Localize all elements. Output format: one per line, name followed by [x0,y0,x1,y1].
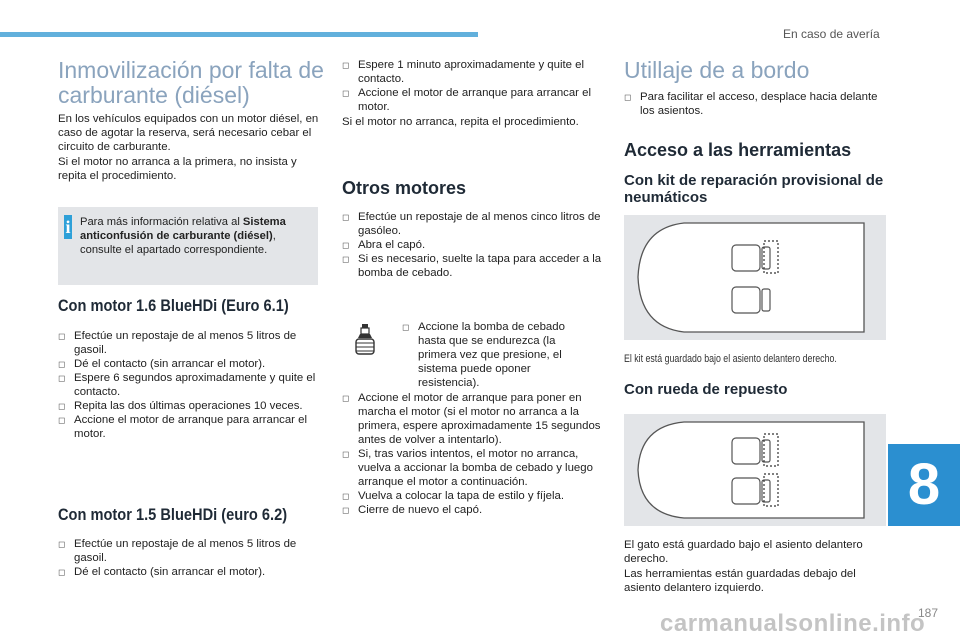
heading-spare-wheel: Con rueda de repuesto [624,381,788,398]
list-item: ◻ Espere 6 segundos aproximadamente y quite el contacto. [58,371,320,399]
info-suffix: , consulte el apartado correspondiente. [80,230,276,256]
chapter-tab [888,444,960,526]
steps-other-engines [342,210,604,280]
heading-engine-16: Con motor 1.6 BlueHDi (Euro 6.1) [58,296,289,315]
list-item: ◻ Dé el contacto (sin arrancar el motor). [58,357,320,371]
info-text [80,215,310,257]
tools-title: Utillaje de a bordo [624,57,810,83]
page-number: 187 [918,606,939,620]
list-item: ◻ Repita las dos últimas operaciones 10 veces. [58,399,320,413]
footer-watermark: carmanualsonline.info [660,610,926,637]
chapter-number: 8 [907,452,941,517]
list-item: ◻ Para facilitar el acceso, desplace hacia delante los asientos. [624,90,884,118]
steps-continued [342,58,604,114]
info-prefix: Para más información relativa al [80,216,243,228]
info-icon: i [65,217,71,237]
car-diagram-repair-kit [624,215,886,340]
page-title: Inmovilización por falta de carburante (diésel) [58,57,324,108]
caption-repair-kit: El kit está guardado bajo el asiento delantero derecho. [624,353,837,365]
list-item: ◻ Si, tras varios intentos, el motor no arranca, vuelva a accionar la bomba de cebado y luego arranque el motor a continuación. [342,447,604,489]
step-priming-pump [402,320,590,390]
caption-spare-wheel-2: Las herramientas están guardadas debajo del asiento delantero izquierdo. [624,568,856,594]
step-access [624,90,884,118]
list-item: ◻ Efectúe un repostaje de al menos 5 litros de gasoil. [58,537,320,565]
list-item: ◻ Dé el contacto (sin arrancar el motor). [58,565,320,579]
intro-text-2: Si el motor no arranca a la primera, no insista y repita el procedimiento. [58,156,297,182]
list-item: ◻ Accione el motor de arranque para arrancar el motor. [342,86,604,114]
repeat-text: Si el motor no arranca, repita el procedimiento. [342,116,579,128]
priming-pump-icon [350,324,380,358]
list-item: ◻ Accione el motor de arranque para arrancar el motor. [58,413,320,441]
heading-repair-kit: Con kit de reparación provisional de neumáticos [624,172,884,206]
car-outline-icon [624,215,886,340]
steps-engine-15 [58,537,320,579]
list-item: ◻ Abra el capó. [342,238,604,252]
intro-text: En los vehículos equipados con un motor diésel, en caso de agotar la reserva, será necesario cebar el circuito de carburante. [58,113,319,153]
list-item: ◻ Efectúe un repostaje de al menos cinco litros de gasóleo. [342,210,604,238]
list-item: ◻ Efectúe un repostaje de al menos 5 litros de gasoil. [58,329,320,357]
info-box [58,207,318,285]
caption-spare-wheel-1: El gato está guardado bajo el asiento delantero derecho. [624,539,863,565]
section-label: En caso de avería [783,27,880,41]
list-item: ◻ Accione el motor de arranque para poner en marcha el motor (si el motor no arranca a la primera, espere aproximadamente 15 segundos antes de volver a intentarlo). [342,391,604,447]
list-item: ◻ Accione la bomba de cebado hasta que se endurezca (la primera vez que presione, el sistema puede oponer resistencia). [402,320,590,390]
list-item: ◻ Si es necesario, suelte la tapa para acceder a la bomba de cebado. [342,252,604,280]
list-item: ◻ Vuelva a colocar la tapa de estilo y fíjela. [342,489,604,503]
car-outline-icon [624,414,886,526]
heading-tool-access: Acceso a las herramientas [624,140,852,160]
heading-other-engines: Otros motores [342,178,467,198]
steps-final [342,391,604,517]
list-item: ◻ Cierre de nuevo el capó. [342,503,604,517]
car-diagram-spare-wheel [624,414,886,526]
info-bold: Sistema anticonfusión de carburante (diésel) [80,216,286,242]
steps-engine-16 [58,329,320,441]
list-item: ◻ Espere 1 minuto aproximadamente y quite el contacto. [342,58,604,86]
heading-engine-15: Con motor 1.5 BlueHDi (euro 6.2) [58,505,288,524]
header-accent-bar [0,32,478,37]
